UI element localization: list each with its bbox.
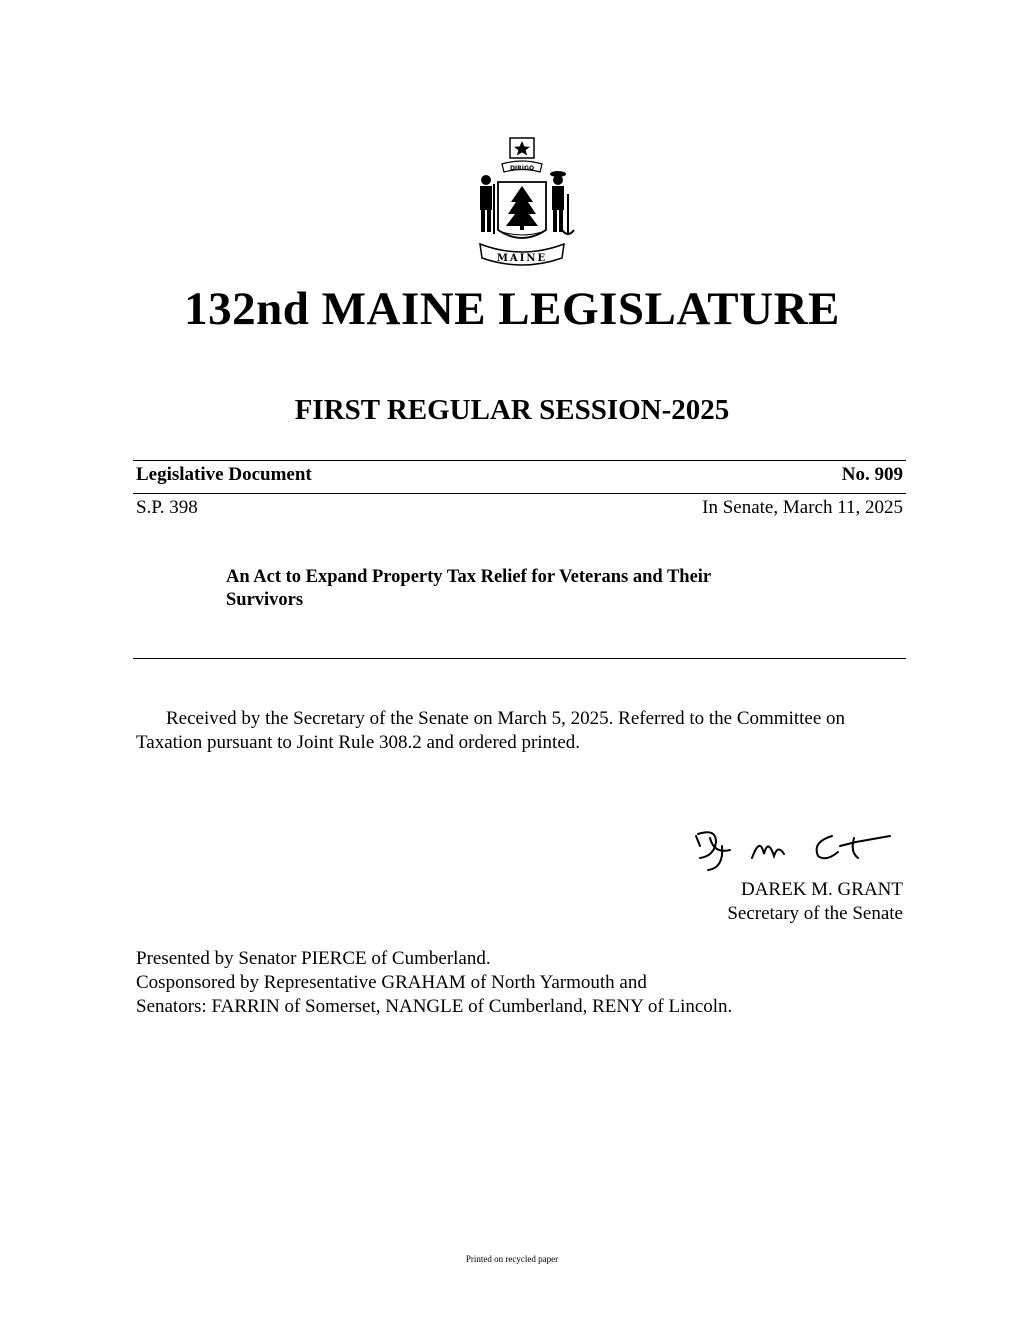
document-label: Legislative Document [136, 464, 312, 485]
sponsors-block [136, 947, 906, 1019]
bill-title-line-1: An Act to Expand Property Tax Relief for Veterans and Their [226, 567, 712, 587]
senate-paper-row [136, 497, 903, 519]
legislature-title: 132nd MAINE LEGISLATURE [184, 283, 840, 335]
divider-bottom [133, 658, 906, 659]
seal-banner-text: MAINE [496, 253, 548, 264]
document-number: No. 909 [841, 464, 903, 485]
maine-state-seal-icon [466, 134, 578, 274]
divider-top [133, 460, 906, 461]
presented-by: Presented by Senator PIERCE of Cumberland. [136, 948, 491, 969]
divider-middle [133, 493, 906, 494]
cosponsored-by: Cosponsored by Representative GRAHAM of North Yarmouth and [136, 972, 647, 993]
secretary-role: Secretary of the Senate [727, 903, 903, 924]
senate-paper-number: S.P. 398 [136, 497, 198, 518]
secretary-block [600, 878, 903, 926]
recycled-paper-note: Printed on recycled paper [465, 1254, 559, 1264]
bill-title [226, 566, 786, 612]
secretary-signature-icon [690, 824, 902, 874]
session-title: FIRST REGULAR SESSION-2025 [294, 394, 730, 426]
secretary-name: DAREK M. GRANT [740, 879, 903, 900]
senate-date: In Senate, March 11, 2025 [702, 497, 903, 518]
bill-title-line-2: Survivors [226, 590, 304, 610]
referral-paragraph: Received by the Secretary of the Senate on March 5, 2025. Referred to the Committee on Taxation pursuant to Joint Rule 308.2 and ordered printed. [136, 708, 846, 753]
document-header-row [136, 464, 903, 486]
cosponsor-senators: Senators: FARRIN of Somerset, NANGLE of Cumberland, RENY of Lincoln. [136, 996, 733, 1017]
seal-motto: DIRIGO [509, 165, 535, 172]
